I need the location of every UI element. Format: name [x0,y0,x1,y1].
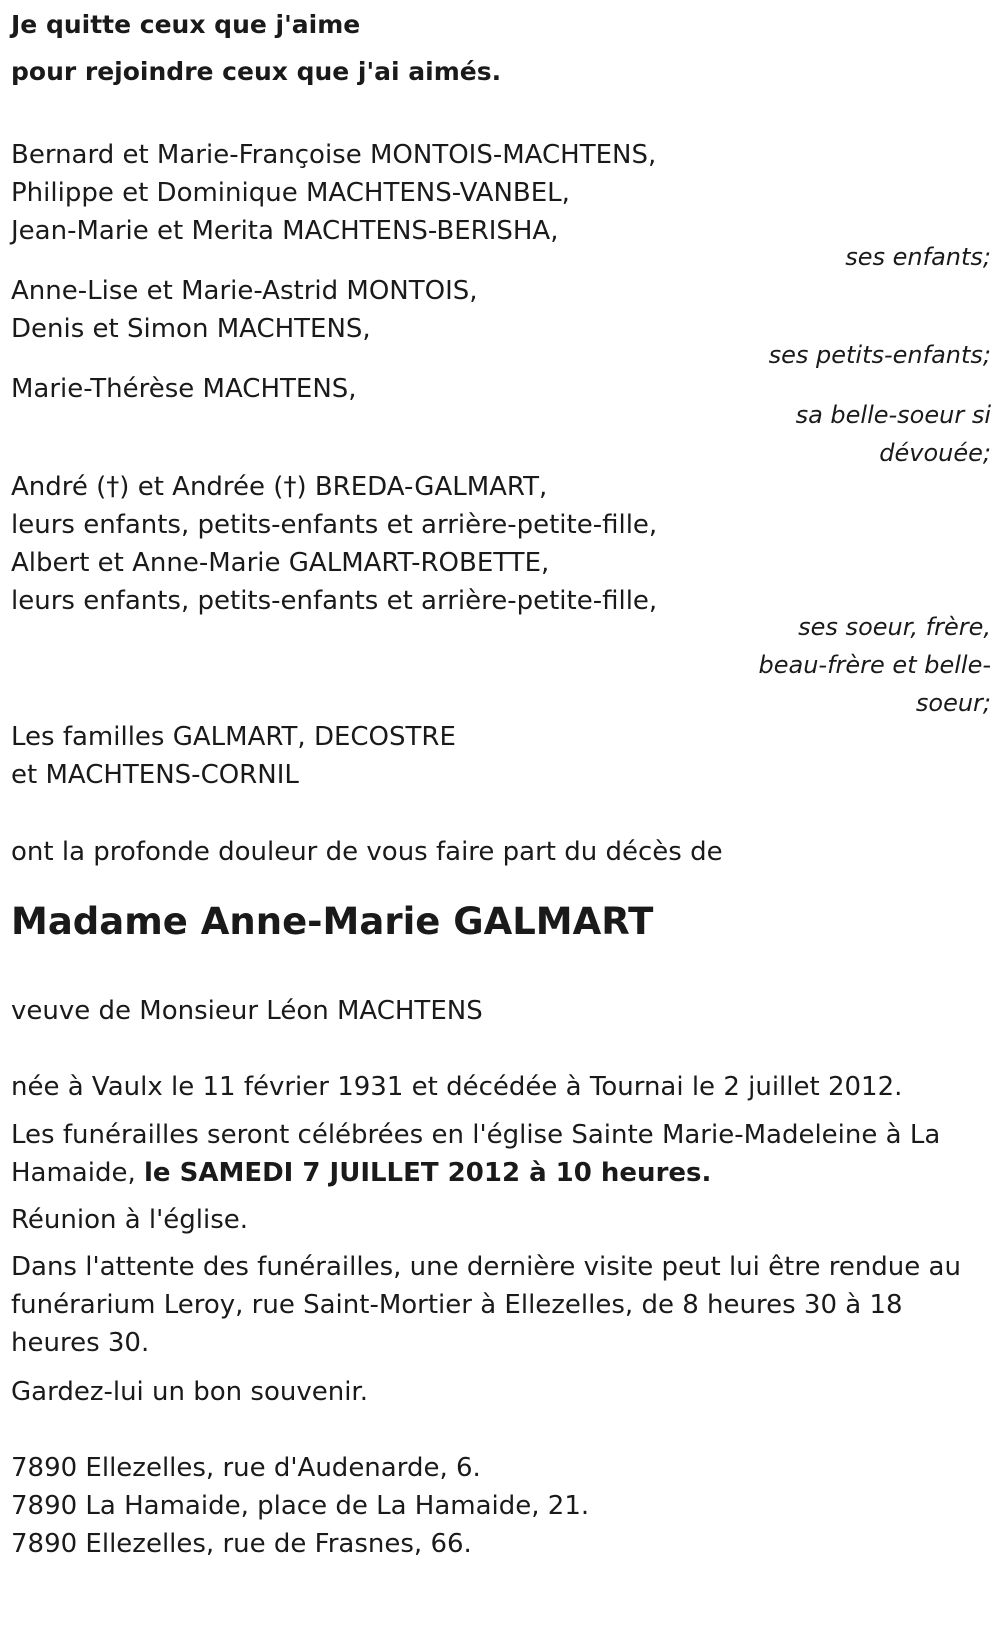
children-name-1: Bernard et Marie-Françoise MONTOIS-MACHTENS, [11,140,657,170]
birth-death-text: née à Vaulx le 11 février 1931 et décédée à Tournai le 2 juillet 2012. [11,1072,903,1102]
siblings-name-3: Albert et Anne-Marie GALMART-ROBETTE, [11,548,550,578]
sister-in-law-role-line-2: dévouée; [879,439,991,467]
address-3: 7890 Ellezelles, rue de Frasnes, 66. [11,1529,472,1559]
funeral-line-1: Les funérailles seront célébrées en l'église Sainte Marie-Madeleine à La [11,1120,941,1150]
siblings-name-4: leurs enfants, petits-enfants et arrière-petite-fille, [11,586,658,616]
announcement-text: ont la profonde douleur de vous faire part du décès de [11,837,723,867]
epigraph-line-1: Je quitte ceux que j'aime [11,10,361,39]
siblings-role-line-3: soeur; [915,689,991,717]
remembrance-text: Gardez-lui un bon souvenir. [11,1377,368,1407]
children-name-2: Philippe et Dominique MACHTENS-VANBEL, [11,178,570,208]
visit-line-1: Dans l'attente des funérailles, une dernière visite peut lui être rendue au [11,1252,961,1282]
funeral-line-2 [11,1154,711,1192]
siblings-name-1: André (†) et Andrée (†) BREDA-GALMART, [11,472,548,502]
epigraph-line-2: pour rejoindre ceux que j'ai aimés. [11,57,502,86]
funeral-place-suffix: Hamaide, [11,1158,144,1188]
sister-in-law-name: Marie-Thérèse MACHTENS, [11,374,357,404]
families-line-1: Les familles GALMART, DECOSTRE [11,722,456,752]
deceased-name: Madame Anne-Marie GALMART [11,900,654,943]
families-line-2: et MACHTENS-CORNIL [11,760,299,790]
visit-line-3: heures 30. [11,1328,150,1358]
visit-line-2: funérarium Leroy, rue Saint-Mortier à Ellezelles, de 8 heures 30 à 18 [11,1290,903,1320]
meeting-text: Réunion à l'église. [11,1205,249,1235]
widow-of-text: veuve de Monsieur Léon MACHTENS [11,996,483,1026]
children-name-3: Jean-Marie et Merita MACHTENS-BERISHA, [11,216,559,246]
siblings-role-line-1: ses soeur, frère, [798,613,991,641]
grandchildren-name-2: Denis et Simon MACHTENS, [11,314,371,344]
funeral-date-time: le SAMEDI 7 JUILLET 2012 à 10 heures. [144,1158,712,1188]
sister-in-law-role-line-1: sa belle-soeur si [795,401,991,429]
address-2: 7890 La Hamaide, place de La Hamaide, 21. [11,1491,590,1521]
children-role: ses enfants; [845,243,991,271]
grandchildren-role: ses petits-enfants; [768,341,991,369]
grandchildren-name-1: Anne-Lise et Marie-Astrid MONTOIS, [11,276,478,306]
siblings-name-2: leurs enfants, petits-enfants et arrière-petite-fille, [11,510,658,540]
address-1: 7890 Ellezelles, rue d'Audenarde, 6. [11,1453,481,1483]
siblings-role-line-2: beau-frère et belle- [758,651,991,679]
